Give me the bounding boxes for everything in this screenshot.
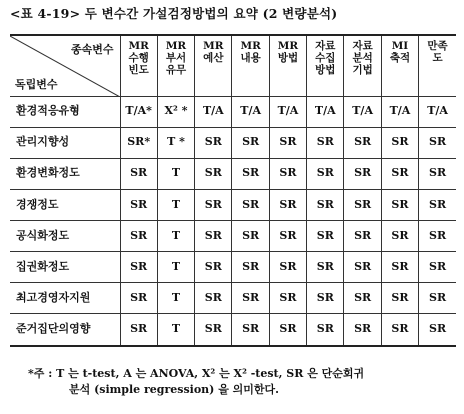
table-cell: SR [269,220,306,251]
table-cell: SR [419,189,456,220]
table-cell: SR [419,220,456,251]
row-label: 준거집단의영향 [10,314,120,346]
table-cell: X² * [157,96,194,127]
table-cell: SR [344,127,381,158]
corner-header [10,35,120,96]
table-cell: SR [195,220,232,251]
col-header-9: 만족 도 [419,35,456,96]
col-header-8: MI 축적 [381,35,418,96]
summary-table [10,34,456,347]
table-cell: T [157,314,194,346]
table-cell: SR [381,251,418,282]
row-label: 관리지향성 [10,127,120,158]
table-cell: SR [195,283,232,314]
table-cell: SR [307,314,344,346]
table-cell: SR [419,127,456,158]
col-header-7: 자료 분석 기법 [344,35,381,96]
table-cell: T [157,283,194,314]
table-cell: SR [232,189,269,220]
table-cell: SR [381,283,418,314]
table-row [10,283,456,314]
table-row [10,158,456,189]
table-cell: T/A [195,96,232,127]
table-cell: SR [344,189,381,220]
table-cell: SR [269,251,306,282]
table-cell: SR [381,314,418,346]
footnote-line-2: 분석 (simple regression) 을 의미한다. [69,382,279,396]
row-label: 환경적응유형 [10,96,120,127]
table-cell: SR [120,283,157,314]
header-row [10,35,456,96]
col-header-4: MR 내용 [232,35,269,96]
table-row [10,127,456,158]
table-cell: SR [232,251,269,282]
table-cell: SR [232,127,269,158]
row-label: 공식화정도 [10,220,120,251]
col-header-1: MR 수행 빈도 [120,35,157,96]
table-cell: SR [307,220,344,251]
table-cell: SR [120,189,157,220]
table-cell: SR [381,127,418,158]
table-cell: T * [157,127,194,158]
table-cell: SR [269,314,306,346]
table-cell: T/A [344,96,381,127]
table-cell: SR [269,127,306,158]
table-cell: SR [195,127,232,158]
table-cell: SR [307,189,344,220]
table-cell: SR [120,251,157,282]
table-cell: SR [381,158,418,189]
table-cell: SR [232,314,269,346]
table-row [10,314,456,346]
table-cell: T [157,220,194,251]
table-cell: SR [419,314,456,346]
table-cell: T/A [232,96,269,127]
table-cell: SR [381,189,418,220]
table-cell: SR [419,251,456,282]
row-label: 최고경영자지원 [10,283,120,314]
table-cell: SR [307,283,344,314]
col-header-5: MR 방법 [269,35,306,96]
table-cell: T/A* [120,96,157,127]
row-label: 집권화정도 [10,251,120,282]
table-cell: T [157,158,194,189]
table-cell: SR [344,251,381,282]
table-cell: SR [232,158,269,189]
row-label: 환경변화정도 [10,158,120,189]
table-cell: SR* [120,127,157,158]
table-cell: SR [232,220,269,251]
dependent-variable-label: 종속변수 [70,43,114,56]
col-header-6: 자료 수집 방법 [307,35,344,96]
footnote [28,366,364,398]
table-cell: T/A [269,96,306,127]
table-cell: SR [195,189,232,220]
table-row [10,251,456,282]
table-cell: T/A [381,96,418,127]
table-cell: SR [195,314,232,346]
table-cell: SR [232,283,269,314]
table-cell: SR [120,158,157,189]
table-cell: SR [195,158,232,189]
col-header-2: MR 부서 유무 [157,35,194,96]
table-cell: SR [344,220,381,251]
independent-variable-label: 독립변수 [15,77,58,91]
table-cell: SR [269,158,306,189]
table-cell: SR [307,158,344,189]
table-row [10,189,456,220]
table-caption: <표 4-19> 두 변수간 가설검정방법의 요약 (2 변량분석) [10,6,338,21]
table-row [10,96,456,127]
table-cell: SR [307,251,344,282]
table-cell: SR [307,127,344,158]
table-cell: SR [344,314,381,346]
footnote-line-1: *주 : T 는 t-test, A 는 ANOVA, X² 는 X² -test, SR 은 단순회귀 [28,367,365,380]
table-cell: T/A [419,96,456,127]
table-cell: T [157,189,194,220]
table-cell: SR [381,220,418,251]
row-label: 경쟁정도 [10,189,120,220]
table-cell: SR [419,283,456,314]
table-cell: SR [419,158,456,189]
table-cell: SR [195,251,232,282]
table-cell: SR [344,158,381,189]
table-cell: T [157,251,194,282]
col-header-3: MR 예산 [195,35,232,96]
table-cell: SR [120,220,157,251]
table-cell: SR [344,283,381,314]
table-cell: SR [269,189,306,220]
table-cell: T/A [307,96,344,127]
table-cell: SR [269,283,306,314]
table-cell: SR [120,314,157,346]
table-row [10,220,456,251]
